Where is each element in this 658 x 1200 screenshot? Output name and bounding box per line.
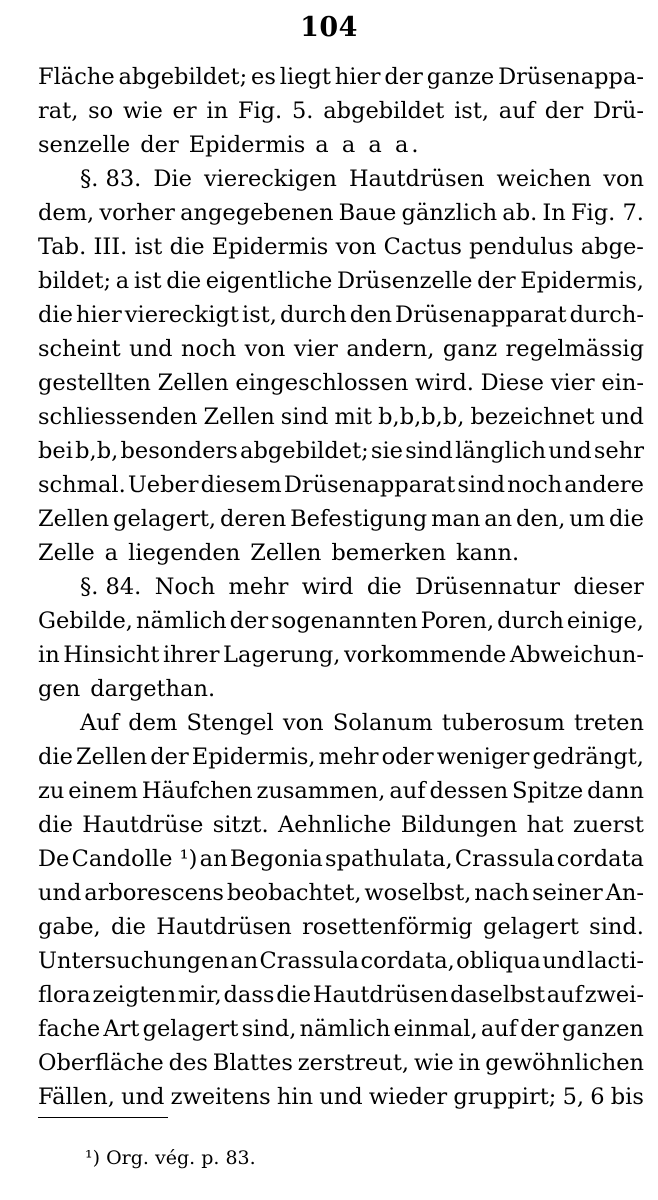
text-line bbox=[38, 944, 644, 978]
word: durch bbox=[497, 608, 564, 634]
word: zu bbox=[38, 778, 65, 804]
word: Solanum bbox=[332, 710, 433, 736]
word: beobachtet, bbox=[226, 880, 362, 906]
word: der bbox=[140, 132, 179, 158]
word: die bbox=[111, 914, 146, 940]
word: b,b, bbox=[75, 438, 119, 464]
text-line bbox=[38, 366, 644, 400]
word: wie bbox=[123, 98, 163, 124]
word: und bbox=[319, 1084, 363, 1110]
word: auf bbox=[546, 982, 583, 1008]
word: um bbox=[569, 506, 606, 532]
word: senzelle bbox=[38, 132, 131, 158]
word: Diese bbox=[480, 370, 544, 396]
text-line bbox=[38, 536, 644, 570]
word: Zellen bbox=[157, 370, 229, 396]
word: ist, bbox=[242, 302, 277, 328]
word: gen bbox=[38, 676, 81, 702]
word: zerstreut, bbox=[297, 1050, 410, 1076]
word: Fig. 7. bbox=[570, 200, 644, 226]
word: und bbox=[121, 1084, 165, 1110]
word: rat, bbox=[38, 98, 79, 124]
word: so bbox=[88, 98, 114, 124]
text-line bbox=[38, 264, 644, 298]
word: gewöhnlichen bbox=[485, 1050, 644, 1076]
word: er bbox=[172, 98, 197, 124]
text-line bbox=[38, 162, 644, 196]
word: gedrängt, bbox=[532, 744, 644, 770]
word: es bbox=[251, 64, 276, 90]
word: Begonia bbox=[229, 846, 323, 872]
word: wieder bbox=[368, 1084, 448, 1110]
word: die bbox=[38, 744, 73, 770]
text-line bbox=[38, 298, 644, 332]
word: ein- bbox=[601, 370, 644, 396]
word: länglich bbox=[455, 438, 547, 464]
text-line bbox=[38, 434, 644, 468]
word: III. bbox=[93, 234, 128, 260]
word: §. 84. bbox=[80, 574, 142, 600]
word: auf bbox=[389, 778, 426, 804]
word: zweitens bbox=[170, 1084, 271, 1110]
word: oder bbox=[381, 744, 434, 770]
word: an bbox=[230, 948, 259, 974]
word: Drüsennatur bbox=[415, 574, 560, 600]
word: a bbox=[115, 268, 130, 294]
word: gänzlich bbox=[401, 200, 498, 226]
word: Abweichun- bbox=[509, 642, 644, 668]
word: und bbox=[129, 336, 173, 362]
word: lacti- bbox=[586, 948, 644, 974]
word: bemerken bbox=[331, 540, 446, 566]
word: nämlich bbox=[299, 1016, 391, 1042]
word: schliessenden bbox=[38, 404, 198, 430]
word: durch- bbox=[569, 302, 644, 328]
word: Cactus bbox=[383, 234, 462, 260]
word: Drü- bbox=[593, 98, 644, 124]
word: Crassula bbox=[454, 846, 555, 872]
word: andere bbox=[564, 472, 644, 498]
word: durch bbox=[279, 302, 347, 328]
word: Befestigung bbox=[290, 506, 428, 532]
word: schmal. bbox=[38, 472, 126, 498]
word: Drüsenapparat bbox=[395, 302, 567, 328]
word: abgebildet bbox=[323, 98, 445, 124]
word: der bbox=[229, 608, 269, 634]
word: mehr bbox=[318, 744, 379, 770]
word: Hinsicht bbox=[63, 642, 160, 668]
word: der bbox=[520, 1016, 559, 1042]
word: gestellten bbox=[38, 370, 151, 396]
word: dem, bbox=[38, 200, 95, 226]
word: sie bbox=[370, 438, 403, 464]
word: deren bbox=[219, 506, 287, 532]
text-line bbox=[38, 332, 644, 366]
word: Aehnliche bbox=[277, 812, 392, 838]
word: regelmässig bbox=[505, 336, 644, 362]
word: Poren, bbox=[420, 608, 495, 634]
word: die bbox=[276, 982, 312, 1008]
word: in bbox=[38, 642, 60, 668]
word: den, bbox=[516, 506, 566, 532]
word: der bbox=[150, 744, 189, 770]
word: Epidermis, bbox=[520, 268, 644, 294]
word: weniger bbox=[436, 744, 530, 770]
word: vorher bbox=[99, 200, 175, 226]
word: angegebenen bbox=[180, 200, 334, 226]
word: gabe, bbox=[38, 914, 101, 940]
word: Oberfläche bbox=[38, 1050, 164, 1076]
word: noch bbox=[181, 336, 237, 362]
word: pendulus bbox=[469, 234, 574, 260]
word: auf bbox=[498, 98, 536, 124]
word: Fig. bbox=[237, 98, 283, 124]
word: woselbst, bbox=[364, 880, 472, 906]
word: arborescens bbox=[84, 880, 224, 906]
word: andern, bbox=[346, 336, 435, 362]
word: vorkommende bbox=[343, 642, 507, 668]
word: auf bbox=[480, 1016, 518, 1042]
word: dem bbox=[128, 710, 178, 736]
word: Fläche bbox=[38, 64, 115, 90]
word: Fällen, bbox=[38, 1084, 115, 1110]
word: Zellen bbox=[203, 404, 275, 430]
word: Zelle bbox=[38, 540, 95, 566]
word: sind. bbox=[589, 914, 644, 940]
word: nach bbox=[474, 880, 530, 906]
word: dessen bbox=[429, 778, 509, 804]
word: eingeschlossen bbox=[235, 370, 409, 396]
word: sind bbox=[457, 472, 506, 498]
text-line bbox=[38, 196, 644, 230]
word: in bbox=[206, 98, 229, 124]
word: wie bbox=[413, 1050, 454, 1076]
word: weichen bbox=[496, 166, 592, 192]
text-line bbox=[38, 128, 644, 162]
word: liegt bbox=[279, 64, 331, 90]
word: a bbox=[104, 540, 119, 566]
word: tuberosum bbox=[441, 710, 565, 736]
word: die bbox=[38, 302, 73, 328]
word: liegenden bbox=[128, 540, 241, 566]
word: Drüsenapparat bbox=[283, 472, 456, 498]
word: eigentliche bbox=[205, 268, 333, 294]
word: Hautdrüsen bbox=[312, 982, 449, 1008]
word: bezeichnet bbox=[470, 404, 595, 430]
word: Zellen bbox=[76, 744, 148, 770]
word: Drüsenappa- bbox=[498, 64, 644, 90]
word: der bbox=[384, 64, 423, 90]
word: vier bbox=[293, 336, 338, 362]
word: zwei- bbox=[584, 982, 644, 1008]
word: flora bbox=[38, 982, 91, 1008]
word: ab. bbox=[502, 200, 538, 226]
word: seiner bbox=[532, 880, 603, 906]
word: und bbox=[542, 948, 586, 974]
text-line bbox=[38, 502, 644, 536]
text-line bbox=[38, 1080, 644, 1114]
word: dieser bbox=[573, 574, 644, 600]
word: b,b,b,b, bbox=[378, 404, 465, 430]
word: hin bbox=[276, 1084, 314, 1110]
word: nämlich bbox=[135, 608, 227, 634]
word: An- bbox=[605, 880, 644, 906]
word: Drüsenzelle bbox=[336, 268, 473, 294]
text-line bbox=[38, 774, 644, 808]
word: sind bbox=[405, 438, 453, 464]
word: ihrer bbox=[162, 642, 220, 668]
word: die bbox=[38, 812, 73, 838]
word: einmal, bbox=[393, 1016, 478, 1042]
text-line bbox=[38, 570, 644, 604]
word: Zellen bbox=[38, 506, 110, 532]
word: gelagert bbox=[483, 914, 579, 940]
word: viereckigt bbox=[124, 302, 239, 328]
word: viereckigen bbox=[203, 166, 337, 192]
text-line bbox=[38, 604, 644, 638]
word: ist bbox=[133, 268, 162, 294]
word: treten bbox=[574, 710, 644, 736]
word: Hautdrüsen bbox=[156, 914, 292, 940]
word: Stengel bbox=[186, 710, 274, 736]
word: Epidermis, bbox=[191, 744, 316, 770]
word: einem bbox=[68, 778, 138, 804]
word: an bbox=[199, 846, 228, 872]
text-line bbox=[38, 1012, 644, 1046]
word: bis bbox=[610, 1084, 644, 1110]
text-line bbox=[38, 1046, 644, 1080]
word: Bildungen bbox=[400, 812, 518, 838]
body-text bbox=[38, 60, 644, 1114]
word: von bbox=[244, 336, 286, 362]
word: die bbox=[169, 234, 205, 260]
word: Art bbox=[103, 1016, 140, 1042]
text-line bbox=[38, 230, 644, 264]
footnote-divider bbox=[38, 1117, 168, 1118]
word: Lagerung, bbox=[223, 642, 341, 668]
word: gelagert, bbox=[113, 506, 217, 532]
word: und bbox=[548, 438, 592, 464]
word: gruppirt; bbox=[453, 1084, 557, 1110]
word: a a a a. bbox=[315, 132, 422, 158]
word: Noch bbox=[154, 574, 216, 600]
text-line bbox=[38, 740, 644, 774]
word: man bbox=[431, 506, 481, 532]
word: mir, bbox=[177, 982, 222, 1008]
word: und bbox=[600, 404, 644, 430]
text-line bbox=[38, 672, 644, 706]
word: Baue bbox=[338, 200, 397, 226]
word: und bbox=[38, 880, 82, 906]
word: wird bbox=[301, 574, 354, 600]
word: Epidermis bbox=[188, 132, 306, 158]
word: Hautdrüse bbox=[82, 812, 204, 838]
word: rosettenförmig bbox=[302, 914, 473, 940]
word: zeigten bbox=[92, 982, 177, 1008]
word: 6 bbox=[590, 1084, 605, 1110]
word: spathulata, bbox=[325, 846, 453, 872]
word: Gebilde, bbox=[38, 608, 133, 634]
word: Die bbox=[153, 166, 192, 192]
word: sitzt. bbox=[212, 812, 269, 838]
word: scheint bbox=[38, 336, 121, 362]
word: abgebildet; bbox=[118, 64, 248, 90]
word: des bbox=[168, 1050, 208, 1076]
text-line bbox=[38, 94, 644, 128]
word: Ueber bbox=[127, 472, 199, 498]
word: den bbox=[349, 302, 392, 328]
word: Häufchen bbox=[141, 778, 253, 804]
footnote bbox=[85, 1146, 256, 1170]
text-line bbox=[38, 910, 644, 944]
text-line bbox=[38, 978, 644, 1012]
word: besonders bbox=[120, 438, 238, 464]
word: daselbst bbox=[450, 982, 546, 1008]
word: ganzen bbox=[561, 1016, 644, 1042]
word: Crassula bbox=[259, 948, 360, 974]
word: In bbox=[542, 200, 566, 226]
word: von bbox=[282, 710, 324, 736]
word: Hautdrüsen bbox=[348, 166, 485, 192]
text-line bbox=[38, 60, 644, 94]
footnote-marker: ¹) bbox=[85, 1147, 101, 1169]
word: Spitze bbox=[512, 778, 584, 804]
word: abgebildet; bbox=[240, 438, 369, 464]
word: wird. bbox=[415, 370, 474, 396]
word: cordata, bbox=[360, 948, 455, 974]
word: obliqua bbox=[456, 948, 541, 974]
word: die bbox=[609, 506, 644, 532]
word: hier bbox=[334, 64, 381, 90]
word: 5, bbox=[562, 1084, 585, 1110]
word: ganz bbox=[442, 336, 498, 362]
word: an bbox=[484, 506, 513, 532]
word: Tab. bbox=[38, 234, 87, 260]
word: von bbox=[335, 234, 377, 260]
word: einige, bbox=[566, 608, 644, 634]
word: dargethan. bbox=[90, 676, 216, 702]
word: Zellen bbox=[250, 540, 322, 566]
word: der bbox=[477, 268, 516, 294]
word: sogenannten bbox=[271, 608, 418, 634]
word: Blattes bbox=[212, 1050, 293, 1076]
word: Candolle ¹) bbox=[71, 846, 198, 872]
word: fache bbox=[38, 1016, 101, 1042]
word: cordata bbox=[556, 846, 644, 872]
text-line bbox=[38, 842, 644, 876]
word: dann bbox=[587, 778, 644, 804]
word: hat bbox=[526, 812, 564, 838]
word: Untersuchungen bbox=[38, 948, 229, 974]
word: hier bbox=[75, 302, 122, 328]
word: zusammen, bbox=[256, 778, 386, 804]
word: dass bbox=[223, 982, 275, 1008]
word: ganze bbox=[426, 64, 495, 90]
word: ist bbox=[134, 234, 163, 260]
word: sind bbox=[280, 404, 329, 430]
word: die bbox=[166, 268, 202, 294]
word: abge- bbox=[580, 234, 644, 260]
word: von bbox=[603, 166, 644, 192]
word: 5. bbox=[291, 98, 314, 124]
text-line bbox=[38, 400, 644, 434]
word: vier bbox=[550, 370, 595, 396]
word: gelagert bbox=[142, 1016, 239, 1042]
word: ist, bbox=[454, 98, 490, 124]
word: mehr bbox=[228, 574, 289, 600]
word: kann. bbox=[455, 540, 520, 566]
text-line bbox=[38, 468, 644, 502]
word: §. 83. bbox=[80, 166, 142, 192]
word: bildet; bbox=[38, 268, 112, 294]
word: mit bbox=[334, 404, 373, 430]
word: De bbox=[38, 846, 70, 872]
page-number: 104 bbox=[300, 12, 358, 43]
word: Epidermis bbox=[211, 234, 329, 260]
text-line bbox=[38, 638, 644, 672]
word: in bbox=[458, 1050, 481, 1076]
text-line bbox=[38, 706, 644, 740]
word: der bbox=[544, 98, 584, 124]
word: Auf bbox=[80, 710, 120, 736]
word: diesem bbox=[200, 472, 282, 498]
footnote-text: Org. vég. p. 83. bbox=[106, 1147, 256, 1169]
word: noch bbox=[507, 472, 563, 498]
word: sind, bbox=[241, 1016, 297, 1042]
word: zuerst bbox=[572, 812, 644, 838]
word: die bbox=[366, 574, 402, 600]
text-line bbox=[38, 876, 644, 910]
word: sehr bbox=[593, 438, 644, 464]
text-line bbox=[38, 808, 644, 842]
word: bei bbox=[38, 438, 73, 464]
